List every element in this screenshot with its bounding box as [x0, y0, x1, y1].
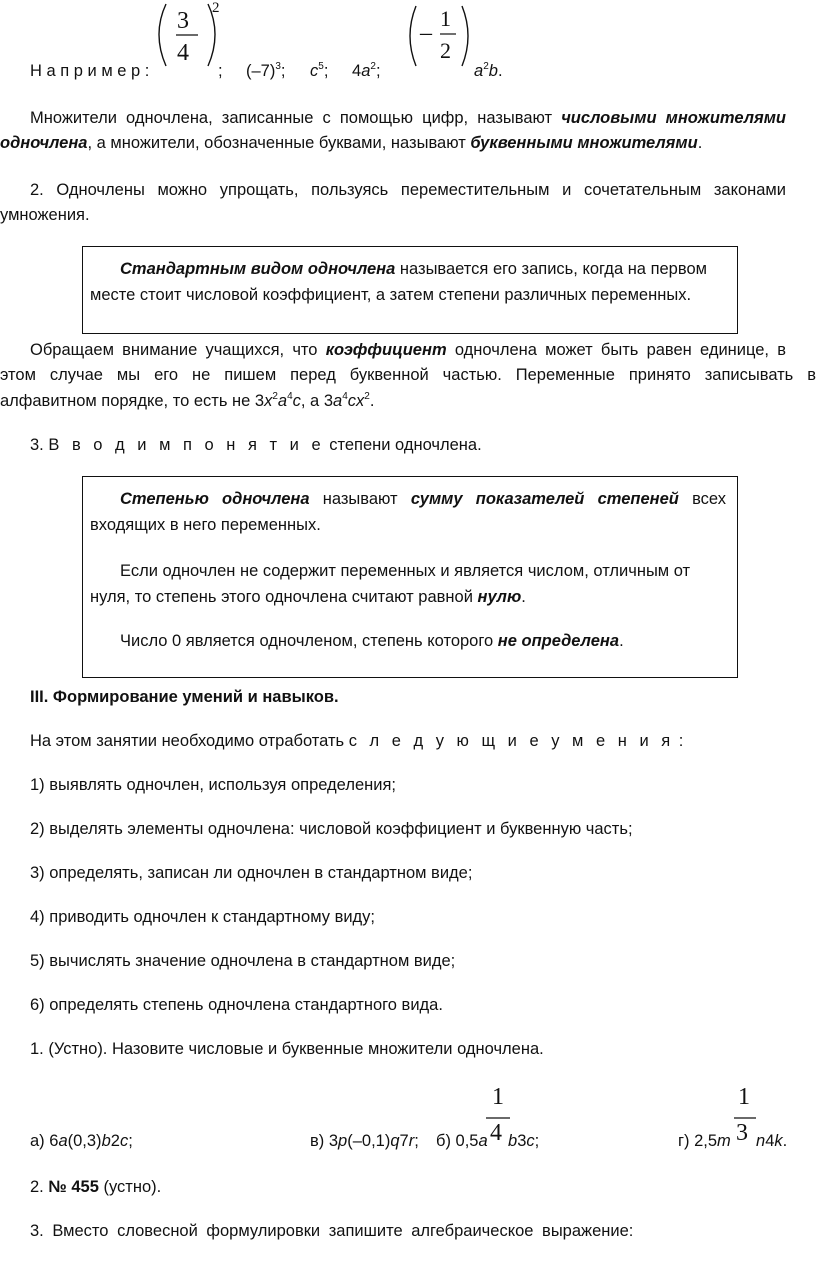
- skill-item-1: 1) выявлять одночлен, используя определения;: [30, 776, 396, 794]
- frac2-den: 2: [440, 38, 451, 63]
- box2-p2-line2: нуля, то степень этого одночлена считают равной нулю.: [90, 588, 526, 606]
- frac1-num: 3: [177, 8, 189, 34]
- task-item-b-rest: b3c;: [508, 1132, 540, 1150]
- task-item-b: б) 0,5a: [436, 1132, 488, 1150]
- box2-p2-line1: Если одночлен не содержит переменных и является числом, отличным от: [120, 562, 691, 580]
- task-item-v: в) 3p(–0,1)q7r;: [310, 1132, 419, 1150]
- para2-line2: умножения.: [0, 206, 90, 224]
- example-label: Н а п р и м е р :: [30, 62, 150, 80]
- item-b-frac-den: 4: [490, 1120, 502, 1146]
- skill-item-6: 6) определять степень одночлена стандартного вида.: [30, 996, 443, 1014]
- task-3: 3. Вместо словесной формулировки запишите алгебраическое выражение:: [30, 1222, 634, 1240]
- skill-item-2: 2) выделять элементы одночлена: числовой коэффициент и буквенную часть;: [30, 820, 633, 838]
- task-item-g-rest: n4k.: [756, 1132, 788, 1150]
- para1-line1: Множители одночлена, записанные с помощью цифр, называют числовыми множителями: [30, 109, 786, 127]
- skill-item-3: 3) определять, записан ли одночлен в стандартном виде;: [30, 864, 473, 882]
- box2-p1-line2: входящих в него переменных.: [90, 516, 321, 534]
- task-item-g: г) 2,5m: [678, 1132, 731, 1150]
- frac2-num: 1: [440, 6, 451, 31]
- section-heading: III. Формирование умений и навыков.: [30, 688, 339, 706]
- para3-line2: этом случае мы его не пишем перед буквенной частью. Переменные принято записывать в: [0, 366, 816, 384]
- paren-frac2: [404, 4, 474, 74]
- para3-line1: Обращаем внимание учащихся, что коэффициент одночлена может быть равен единице, в: [30, 341, 786, 359]
- task-1: 1. (Устно). Назовите числовые и буквенные множители одночлена.: [30, 1040, 544, 1058]
- para1-line2: одночлена, а множители, обозначенные буквами, называют буквенными множителями.: [0, 134, 703, 152]
- example-item-5: $a^2b$.: [474, 61, 503, 80]
- box1-line2: месте стоит числовой коэффициент, а затем степени различных переменных.: [90, 286, 692, 304]
- frac2-sign: –: [420, 20, 432, 46]
- frac1-exp: 2: [212, 0, 220, 16]
- example-item-2: $(-7)^3$;: [246, 61, 286, 80]
- item-g-frac-den: 3: [736, 1120, 748, 1146]
- box2-p3: Число 0 является одночленом, степень которого не определена.: [120, 632, 624, 650]
- sep1: ;: [218, 62, 223, 80]
- section-intro: На этом занятии необходимо отработать с л е д у ю щ и е у м е н и я :: [30, 732, 684, 750]
- box1-line1: Стандартным видом одночлена называется его запись, когда на первом: [120, 260, 707, 278]
- skill-item-5: 5) вычислять значение одночлена в стандартном виде;: [30, 952, 456, 970]
- para2-line1: 2. Одночлены можно упрощать, пользуясь переместительным и сочетательным законами: [30, 181, 786, 199]
- task-2: 2. № 455 (устно).: [30, 1178, 162, 1196]
- item-g-frac-num: 1: [738, 1084, 750, 1110]
- para3-line3: алфавитном порядке, то есть не $3x^2a^4c$, а $3a^4cx^2$.: [0, 391, 375, 410]
- task-item-a: а) 6a(0,3)b2c;: [30, 1132, 133, 1150]
- skill-item-4: 4) приводить одночлен к стандартному виду;: [30, 908, 376, 926]
- item-b-frac-num: 1: [492, 1084, 504, 1110]
- example-item-4: $4a^2$;: [352, 61, 381, 80]
- para4-heading: 3. В в о д и м п о н я т и е степени одночлена.: [30, 436, 482, 454]
- frac1-den: 4: [177, 40, 189, 66]
- box2-p1-line1: Степенью одночлена называют сумму показателей степеней всех: [120, 490, 726, 508]
- example-item-3: $c^5$;: [310, 61, 329, 80]
